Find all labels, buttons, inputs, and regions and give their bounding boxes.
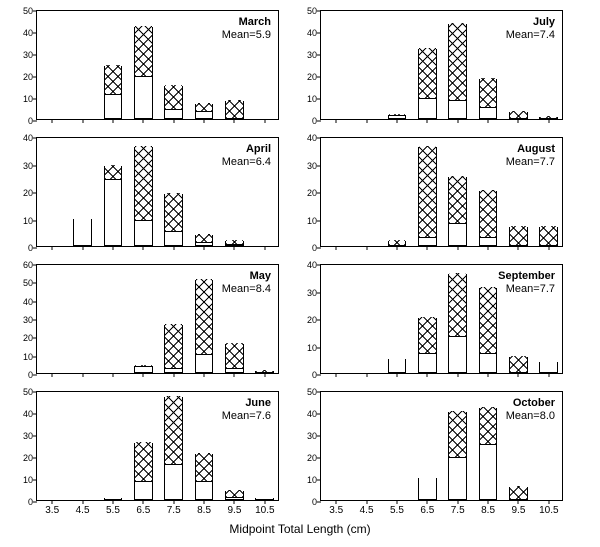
x-tick-label: 8.5 <box>197 505 212 516</box>
y-tick-label: 50 <box>22 6 33 16</box>
y-tick-label: 10 <box>306 215 317 226</box>
x-tick-label: 9.5 <box>227 505 242 516</box>
y-tick-label: 60 <box>22 260 33 270</box>
x-tick-label: 10.5 <box>255 505 275 516</box>
x-tick-label: 3.5 <box>45 505 60 516</box>
panel-mean: Mean=7.7 <box>505 283 555 295</box>
x-tick-label: 3.5 <box>329 505 344 516</box>
panel-mean: Mean=6.4 <box>221 156 271 168</box>
x-axis-title: Midpoint Total Length (cm) <box>229 522 371 536</box>
y-tick-label: 10 <box>22 215 33 226</box>
y-tick-label: 10 <box>22 351 33 362</box>
y-tick-label: 40 <box>306 260 317 270</box>
panel-mean: Mean=7.6 <box>221 410 271 422</box>
x-tick-label: 8.5 <box>481 505 496 516</box>
y-tick-label: 20 <box>22 72 33 82</box>
y-tick-label: 40 <box>22 133 33 143</box>
y-tick-mark <box>317 480 321 481</box>
x-tick-label: 5.5 <box>389 505 404 516</box>
y-tick-label: 0 <box>311 370 317 380</box>
x-tick-label: 4.5 <box>75 505 90 516</box>
x-tick-label: 9.5 <box>511 505 526 516</box>
panel-mean: Mean=8.0 <box>505 410 555 422</box>
y-tick-label: 20 <box>306 453 317 463</box>
panel-mean: Mean=5.9 <box>221 29 271 41</box>
y-tick-label: 30 <box>22 50 33 60</box>
x-tick-label: 5.5 <box>105 505 120 516</box>
y-tick-label: 10 <box>306 342 317 353</box>
y-tick-label: 10 <box>22 475 33 485</box>
x-tick-label: 7.5 <box>450 505 465 516</box>
y-tick-mark <box>317 414 321 415</box>
y-tick-label: 50 <box>22 387 33 397</box>
y-tick-label: 50 <box>306 387 317 397</box>
bar-segment-open <box>419 477 436 499</box>
panel-mean: Mean=7.4 <box>505 29 555 41</box>
y-tick-label: 0 <box>311 116 317 126</box>
y-tick-label: 40 <box>22 296 33 307</box>
y-tick-label: 40 <box>22 28 33 38</box>
y-tick-label: 20 <box>306 72 317 82</box>
y-tick-label: 10 <box>22 94 33 104</box>
panel-mean: Mean=7.7 <box>505 156 555 168</box>
y-tick-label: 40 <box>306 28 317 38</box>
y-tick-label: 30 <box>306 160 317 171</box>
x-tick-label: 6.5 <box>136 505 151 516</box>
x-tick-label: 4.5 <box>359 505 374 516</box>
y-tick-label: 20 <box>306 315 317 325</box>
panel-title: April <box>245 143 271 155</box>
y-tick-mark <box>317 502 321 503</box>
panel-title: May <box>249 270 271 282</box>
panel-title: September <box>498 270 555 282</box>
panel-title: March <box>238 16 271 28</box>
y-tick-label: 0 <box>27 370 33 380</box>
x-tick-label: 6.5 <box>420 505 435 516</box>
y-tick-label: 0 <box>311 497 317 507</box>
panel-label-october <box>413 397 555 423</box>
panel-title: August <box>517 143 555 155</box>
panel-title: October <box>512 397 555 409</box>
bar <box>448 412 467 500</box>
y-tick-mark <box>317 458 321 459</box>
y-tick-label: 40 <box>306 409 317 419</box>
y-tick-label: 0 <box>27 116 33 126</box>
panel-mean: Mean=8.4 <box>221 283 271 295</box>
y-tick-mark <box>317 436 321 437</box>
bar-segment-open <box>449 457 466 499</box>
y-tick-label: 10 <box>306 475 317 485</box>
y-tick-label: 30 <box>306 287 317 298</box>
y-tick-label: 30 <box>22 431 33 441</box>
x-tick-label: 10.5 <box>539 505 559 516</box>
y-tick-label: 20 <box>22 333 33 344</box>
y-tick-mark <box>317 392 321 393</box>
y-tick-label: 50 <box>22 278 33 289</box>
y-tick-label: 30 <box>22 160 33 171</box>
y-tick-label: 40 <box>306 133 317 143</box>
y-tick-label: 40 <box>22 409 33 419</box>
y-tick-label: 30 <box>22 315 33 325</box>
y-tick-label: 0 <box>27 243 33 253</box>
y-tick-label: 0 <box>311 243 317 253</box>
y-tick-label: 30 <box>306 431 317 441</box>
bar-segment-hatched <box>510 486 527 499</box>
y-tick-label: 20 <box>306 188 317 198</box>
y-tick-label: 30 <box>306 50 317 60</box>
y-tick-label: 50 <box>306 6 317 16</box>
bar <box>509 487 528 500</box>
y-tick-label: 0 <box>27 497 33 507</box>
x-tick-label: 7.5 <box>166 505 181 516</box>
y-tick-label: 10 <box>306 94 317 104</box>
y-tick-label: 20 <box>22 188 33 198</box>
bar-segment-open <box>480 444 497 499</box>
panel-title: July <box>532 16 555 28</box>
bar <box>418 478 437 500</box>
y-tick-label: 20 <box>22 453 33 463</box>
panel-title: June <box>245 397 271 409</box>
